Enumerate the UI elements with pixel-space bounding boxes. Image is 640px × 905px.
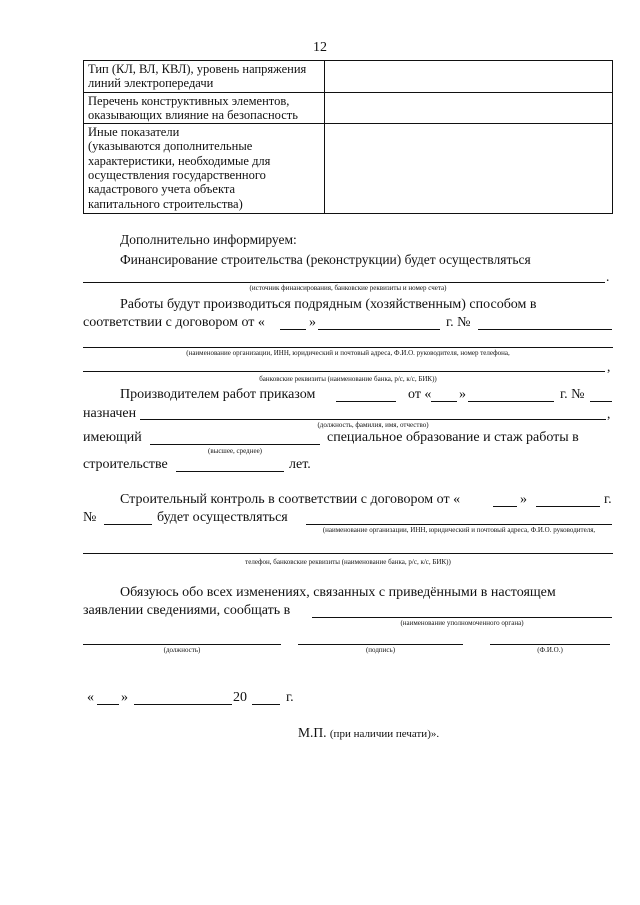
appointed-comma: , <box>607 406 611 421</box>
financing-caption: (источник финансирования, банковские реквизиты и номер счета) <box>249 284 447 292</box>
control-will-text: будет осуществляться <box>157 510 288 525</box>
table-row <box>84 124 613 214</box>
construction-label: строительстве <box>83 457 168 472</box>
producer-day-line <box>431 401 457 402</box>
experience-line <box>176 471 284 472</box>
date-year-line <box>252 704 280 705</box>
stamp-label <box>298 725 439 742</box>
producer-text: Производителем работ приказом <box>120 387 316 402</box>
control-caption-1: (наименование организации, ИНН, юридический и почтовый адреса, Ф.И.О. руководителя, <box>322 526 596 534</box>
row-value <box>325 61 613 93</box>
producer-date-line <box>468 401 554 402</box>
page-number: 12 <box>313 40 327 55</box>
row-value <box>325 124 613 214</box>
control-day-line <box>493 506 517 507</box>
date-century: 20 <box>233 690 247 705</box>
producer-quote-close: » <box>459 387 466 402</box>
producer-number-line <box>590 401 612 402</box>
name-caption: (Ф.И.О.) <box>537 646 563 654</box>
works-quote-close: » <box>309 315 316 330</box>
signature-line <box>298 644 463 645</box>
table-row <box>84 92 613 124</box>
works-caption-2: банковские реквизиты (наименование банка, р/с, к/с, БИК)) <box>259 375 437 383</box>
producer-number-label: г. № <box>560 387 585 402</box>
education-caption: (высшее, среднее) <box>207 447 263 455</box>
works-number-line <box>478 329 612 330</box>
works-bank-line <box>83 371 605 372</box>
years-label: лет. <box>289 457 311 472</box>
education-line <box>150 444 320 445</box>
characteristics-table <box>83 60 613 214</box>
control-number-line <box>104 524 152 525</box>
position-caption: (должность) <box>163 646 201 654</box>
appointed-label: назначен <box>83 406 137 421</box>
name-line <box>490 644 610 645</box>
education-text: специальное образование и стаж работы в <box>327 430 579 445</box>
financing-dot: . <box>606 269 610 284</box>
row-label: Иные показатели (указываются дополнительные характеристики, необходимые для осуществления государственного кадастрового учета объекта капитального строительства) <box>84 124 325 214</box>
obligation-text-2: заявлении сведениями, сообщать в <box>83 603 291 618</box>
having-label: имеющий <box>83 430 142 445</box>
date-day-line <box>97 704 119 705</box>
works-org-line <box>83 347 613 348</box>
works-date-line <box>318 329 440 330</box>
row-label: Тип (КЛ, ВЛ, КВЛ), уровень напряжения линий электропередачи <box>84 61 325 93</box>
financing-text: Финансирование строительства (реконструкции) будет осуществляться <box>120 252 531 267</box>
authority-caption: (наименование уполномоченного органа) <box>400 619 524 627</box>
producer-from: от « <box>408 387 432 402</box>
obligation-text-1: Обязуюсь обо всех изменениях, связанных с приведёнными в настоящем <box>120 585 556 600</box>
works-number-label: г. № <box>446 315 471 330</box>
control-org-line <box>306 524 612 525</box>
control-quote-close: » <box>520 492 527 507</box>
row-label: Перечень конструктивных элементов, оказывающих влияние на безопасность <box>84 92 325 124</box>
producer-order-line <box>336 401 396 402</box>
works-caption-1: (наименование организации, ИНН, юридический и почтовый адреса, Ф.И.О. руководителя, номер телефона, <box>186 349 510 357</box>
date-year-label: г. <box>286 690 294 705</box>
additional-info-heading: Дополнительно информируем: <box>120 232 297 247</box>
appointed-caption: (должность, фамилия, имя, отчество) <box>317 421 429 429</box>
works-text-1: Работы будут производиться подрядным (хозяйственным) способом в <box>120 297 537 312</box>
control-date-line <box>536 506 600 507</box>
appointed-line <box>140 419 606 420</box>
table-row <box>84 61 613 93</box>
date-month-line <box>134 704 232 705</box>
control-number-label: № <box>83 510 97 525</box>
row-value <box>325 92 613 124</box>
date-quote-close: » <box>121 690 128 705</box>
financing-line <box>83 282 605 283</box>
works-comma: , <box>607 359 611 374</box>
date-quote-open: « <box>87 690 94 705</box>
stamp-mp: М.П. <box>298 725 327 740</box>
control-text: Строительный контроль в соответствии с договором от « <box>120 492 461 507</box>
control-year-label: г. <box>604 492 612 507</box>
signature-caption: (подпись) <box>365 646 396 654</box>
position-line <box>83 644 281 645</box>
stamp-note: (при наличии печати)». <box>329 728 440 740</box>
control-caption-2: телефон, банковские реквизиты (наименование банка, р/с, к/с, БИК)) <box>245 558 451 566</box>
works-text-2: соответствии с договором от « <box>83 315 265 330</box>
works-day-line <box>280 329 306 330</box>
control-bank-line <box>83 553 613 554</box>
authority-line <box>312 617 612 618</box>
